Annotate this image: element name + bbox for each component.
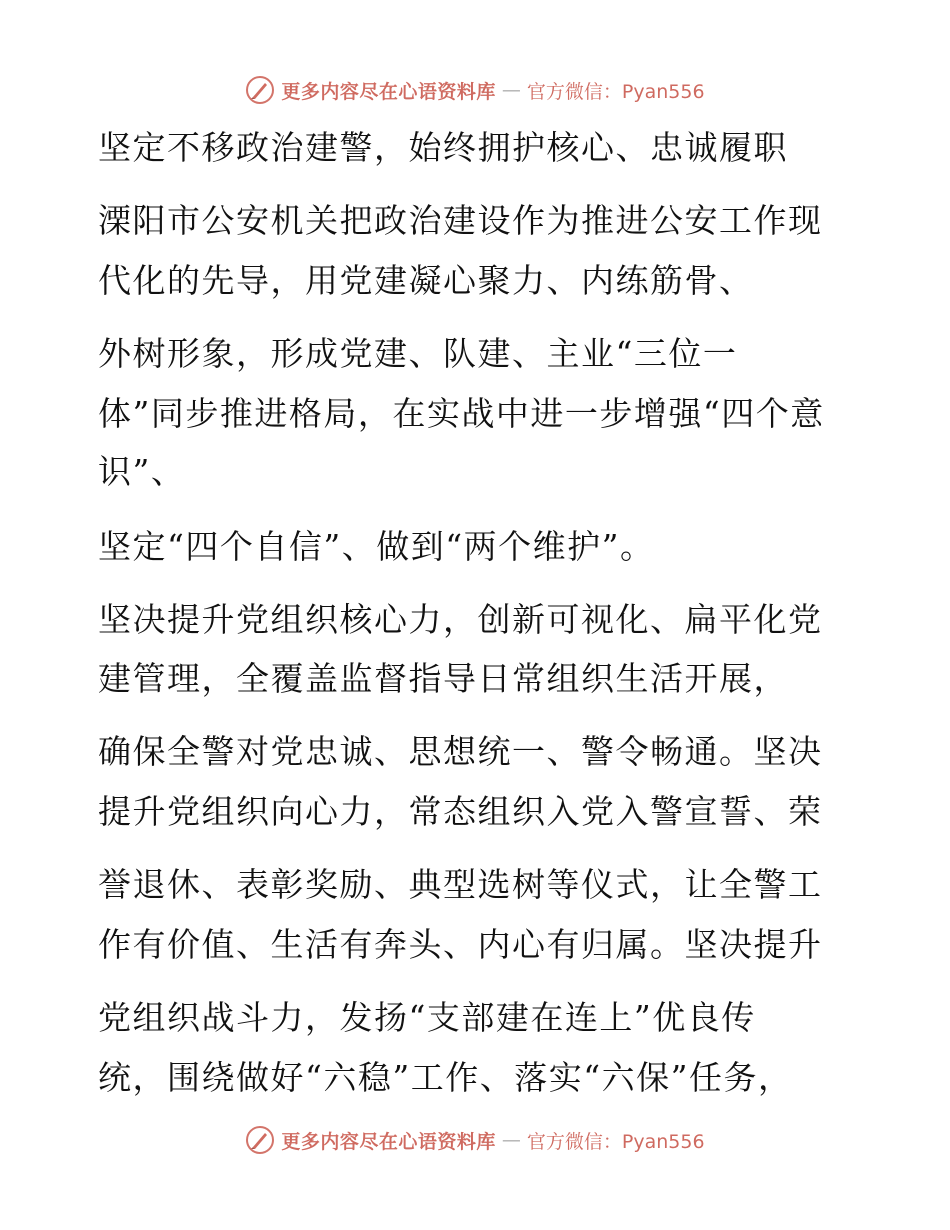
text-line: 坚决提升党组织核心力，创新可视化、扁平化党 bbox=[98, 600, 823, 639]
text-line: 识”、 bbox=[98, 452, 186, 491]
text-line: 提升党组织向心力，常态组织入党入警宣誓、荣 bbox=[98, 792, 823, 831]
text-line: 体”同步推进格局，在实战中进一步增强“四个意 bbox=[98, 394, 825, 433]
footer-watermark bbox=[0, 1120, 950, 1160]
watermark-separator: — bbox=[501, 79, 521, 101]
text-line: 溧阳市公安机关把政治建设作为推进公安工作现 bbox=[98, 201, 823, 240]
text-line: 代化的先导，用党建凝心聚力、内练筋骨、 bbox=[98, 261, 754, 300]
text-line: 作有价值、生活有奔头、内心有归属。坚决提升 bbox=[98, 925, 823, 964]
watermark-contact-text: 官方微信：Pyan556 bbox=[526, 80, 705, 103]
watermark-separator: — bbox=[501, 1129, 521, 1151]
text-line: 誉退休、表彰奖励、典型选树等仪式，让全警工 bbox=[98, 865, 823, 904]
text-line: 建管理，全覆盖监督指导日常组织生活开展， bbox=[98, 659, 788, 698]
feather-pen-logo-icon bbox=[245, 75, 275, 105]
watermark-brand-text: 更多内容尽在心语资料库 bbox=[281, 80, 496, 103]
watermark-brand-text: 更多内容尽在心语资料库 bbox=[281, 1130, 496, 1153]
text-line: 坚定“四个自信”、做到“两个维护”。 bbox=[98, 527, 655, 566]
watermark-contact-text: 官方微信：Pyan556 bbox=[526, 1130, 705, 1153]
header-watermark bbox=[0, 70, 950, 110]
text-line: 外树形象，形成党建、队建、主业“三位一 bbox=[98, 334, 738, 373]
text-line: 确保全警对党忠诚、思想统一、警令畅通。坚决 bbox=[98, 732, 823, 771]
text-line: 党组织战斗力，发扬“支部建在连上”优良传 bbox=[98, 998, 756, 1037]
feather-pen-logo-icon bbox=[245, 1125, 275, 1155]
text-line: 坚定不移政治建警，始终拥护核心、忠诚履职 bbox=[98, 128, 788, 167]
text-line: 统，围绕做好“六稳”工作、落实“六保”任务， bbox=[98, 1058, 793, 1097]
